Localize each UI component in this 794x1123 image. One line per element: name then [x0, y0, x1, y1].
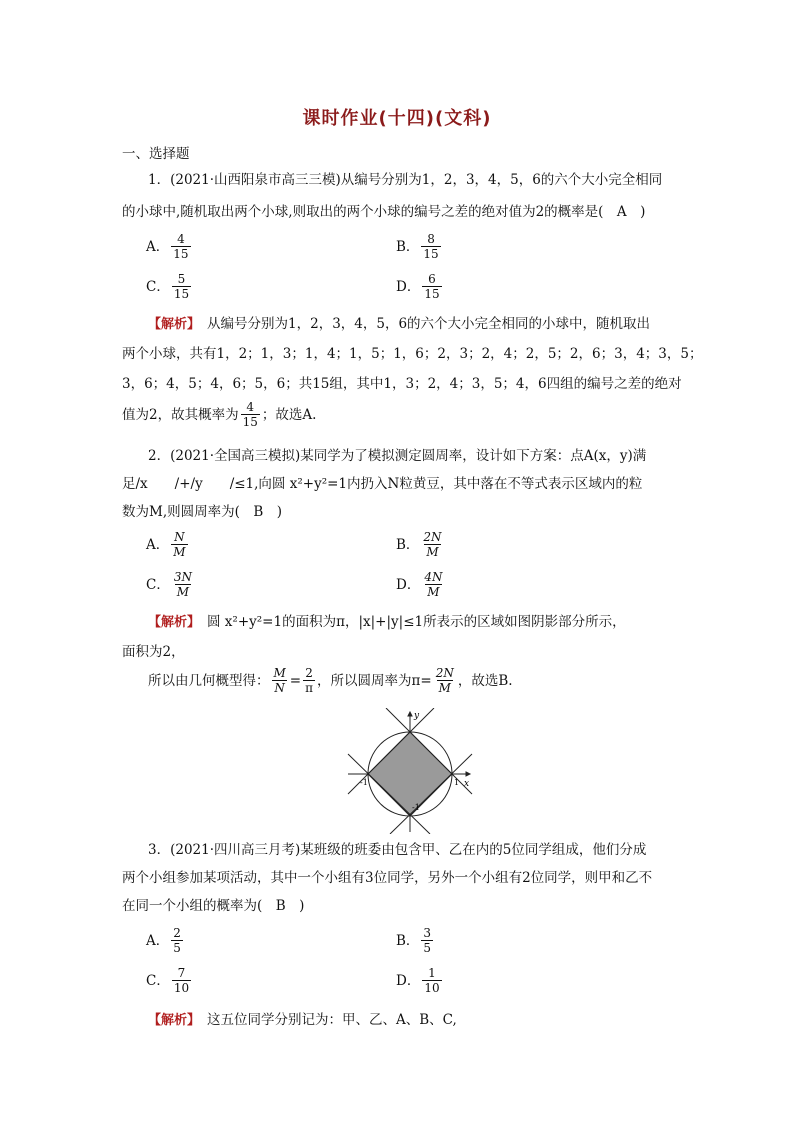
q3-analysis-line-1: 【解析】 这五位同学分别记为：甲、乙、A、B、C,: [148, 1012, 457, 1028]
analysis-tag: 【解析】: [148, 615, 194, 630]
analysis-fraction: $\frac{4}{15}$: [242, 400, 258, 429]
tick-neg-one-y: -1: [412, 803, 420, 812]
q2-option-c: C． $\frac{3N}{M}$: [146, 570, 192, 599]
q3-text-line-2: 两个小组参加某项活动，其中一个小组有3位同学，另外一个小组有2位同学，则甲和乙不: [122, 870, 653, 886]
analysis-tag: 【解析】: [148, 1013, 194, 1028]
section-heading: 一、选择题: [122, 146, 190, 162]
tick-neg-one: -1: [360, 778, 368, 787]
option-label: A．: [146, 238, 170, 255]
option-fraction: $\frac{4}{15}$: [173, 232, 189, 261]
q3-option-b: B． $\frac{3}{5}$: [396, 926, 432, 955]
y-arrow-icon: [408, 712, 412, 716]
q2-option-d: D． $\frac{4N}{M}$: [396, 570, 443, 599]
q3-text-line-3: 在同一个小组的概率为( B ): [122, 898, 305, 914]
q1-analysis-line-1: 【解析】 从编号分别为1，2，3，4，5，6的六个大小完全相同的小球中，随机取出: [148, 316, 651, 332]
q2-analysis-line-1: 【解析】 圆 x²+y²=1的面积为π，|x|+|y|≤1所表示的区域如图阴影部分所示，: [148, 614, 626, 630]
q2-text-line-2: 足/x /+/y /≤1,向圆 x²+y²=1内扔入N粒黄豆，其中落在不等式表示区域内的粒: [122, 476, 643, 492]
x-label: x: [464, 779, 470, 789]
q3-option-a: A． $\frac{2}{5}$: [146, 926, 181, 955]
q2-text-line-1: 2．(2021·全国高三模拟)某同学为了模拟测定圆周率，设计如下方案：点A(x，y)满: [148, 448, 647, 464]
analysis-tag: 【解析】: [148, 317, 194, 332]
q1-text-line-1: 1．(2021·山西阳泉市高三三模)从编号分别为1，2，3，4，5，6的六个大小完全相同: [148, 172, 663, 188]
q1-option-c: [146, 272, 193, 301]
option-label: C．: [146, 278, 170, 295]
q3-option-d: D． $\frac{1}{10}$: [396, 966, 440, 995]
q1-analysis-line-3: 3，6；4，5；4，6；5，6；共15组，其中1，3；2，4；3，5；4，6四组的编号之差的绝对: [122, 376, 682, 392]
q1-analysis-line-4: 值为2，故其概率为 $\frac{4}{15}$ ；故选A.: [122, 400, 317, 429]
q2-option-b: B． $\frac{2N}{M}$: [396, 530, 442, 559]
q2-analysis-line-3: 所以由几何概型得： $\frac{M}{N}$ = $\frac{2}{\pi}$ ，所以圆周率为π= $\frac{2N}{M}$ ，故选B.: [148, 666, 513, 695]
option-fraction: $\frac{6}{15}$: [424, 272, 440, 301]
q1-text-line-2: 的小球中,随机取出两个小球,则取出的两个小球的编号之差的绝对值为2的概率是( A ): [122, 204, 646, 220]
q1-option-b: [396, 232, 443, 261]
q2-analysis-line-2: 面积为2，: [122, 644, 185, 660]
q1-option-d: [396, 272, 444, 301]
option-fraction: $\frac{8}{15}$: [423, 232, 439, 261]
option-label: B．: [396, 238, 420, 255]
tick-pos-one: 1: [454, 778, 460, 787]
y-label: y: [414, 711, 420, 721]
region-figure: [346, 708, 476, 834]
option-fraction: $\frac{5}{15}$: [173, 272, 190, 301]
q3-text-line-1: 3．(2021·四川高三月考)某班级的班委由包含甲、乙在内的5位同学组成，他们分成: [148, 842, 647, 858]
page-title: 课时作业(十四)(文科): [302, 108, 492, 129]
q3-option-c: C． $\frac{7}{10}$: [146, 966, 190, 995]
option-label: D．: [396, 278, 421, 295]
q1-option-a: [146, 232, 193, 261]
q1-analysis-line-2: 两个小球，共有1，2；1，3；1，4；1，5；1，6；2，3；2，4；2，5；2，6；3，4；3，5；: [122, 346, 703, 362]
x-arrow-icon: [466, 772, 470, 776]
q2-option-a: A． $\frac{N}{M}$: [146, 530, 186, 559]
q2-text-line-3: 数为M,则圆周率为( B ): [122, 504, 283, 520]
